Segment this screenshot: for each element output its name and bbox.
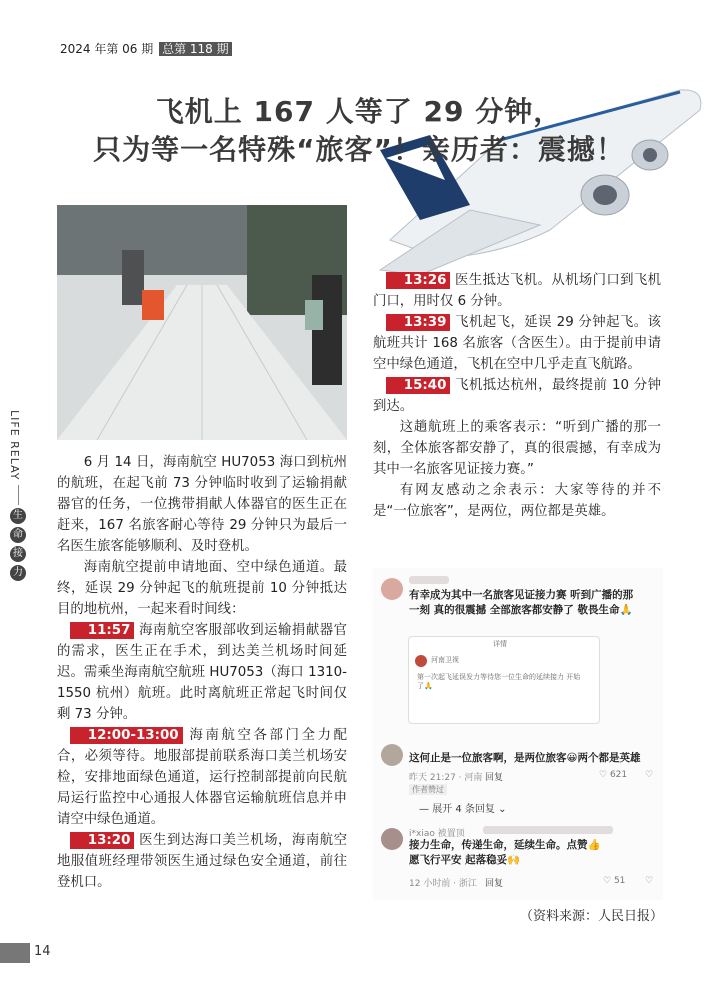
- comment-text: 这何止是一位旅客啊，是两位旅客😀两个都是英雄: [409, 752, 641, 764]
- card-avatar: [415, 655, 427, 667]
- like-number: 621: [609, 770, 628, 780]
- dislike-icon[interactable]: ♡: [645, 876, 654, 886]
- airport-photo: [57, 205, 347, 440]
- timeline-text: 海南航空各部门全力配合，必须等待。地服部提前联系海口美兰机场安检，安排地面绿色通道，运行控制部提前向民航局运行监控中心通报人体器官运输航班信息并申请空中绿色通道。: [57, 728, 347, 827]
- page-number-bar: [0, 943, 30, 963]
- dislike-icon[interactable]: ♡: [645, 770, 654, 780]
- timeline-entry: [57, 830, 347, 893]
- comment-meta: 12 小时前 · 浙江: [409, 879, 477, 889]
- sidebar-char: 接: [10, 546, 26, 562]
- like-count[interactable]: ♡ 621: [599, 770, 628, 780]
- timeline-entry: [57, 620, 347, 725]
- time-badge: 11:57: [70, 622, 134, 639]
- comment-screenshot: [373, 568, 663, 900]
- comment-user: i*xiao 被置顶: [409, 829, 465, 839]
- blurred-username: [409, 576, 449, 584]
- paragraph: 6 月 14 日，海南航空 HU7053 海口到杭州的航班，在起飞前 73 分钟临时收到了运输捐献器官的任务，一位携带捐献人体器官的医生正在赶来，167 名旅客耐心等待 29 分钟只为最后一名医生旅客能够顺利、及时登机。: [57, 455, 347, 554]
- card-author: 河南卫视: [431, 656, 459, 664]
- headline-line-1: 飞机上 167 人等了 29 分钟，: [155, 95, 563, 128]
- section-sidebar: [8, 410, 28, 581]
- left-column: [57, 452, 347, 893]
- embedded-card: [408, 636, 600, 724]
- avatar: [381, 828, 403, 850]
- comment-meta: 昨天 21:27 · 河南: [409, 773, 483, 783]
- blurred-text: [483, 826, 613, 834]
- right-column: [373, 270, 661, 522]
- headline-line-2: 只为等一名特殊“旅客”！亲历者：震撼！: [93, 133, 625, 166]
- timeline-entry: [373, 270, 661, 312]
- like-count[interactable]: ♡ 51: [603, 876, 626, 886]
- time-badge: 15:40: [386, 377, 450, 394]
- timeline-entry: [373, 375, 661, 417]
- expand-text: 展开 4 条回复: [432, 804, 495, 815]
- paragraph: 有网友感动之余表示：大家等待的并不是“一位旅客”，是两位，两位都是英雄。: [373, 483, 661, 519]
- issue-header: [60, 40, 232, 57]
- timeline-text: 飞机起飞，延误 29 分钟起飞。该航班共计 168 名旅客（含医生）。由于提前申请空中绿色通道，飞机在空中几乎走直飞航路。: [373, 315, 661, 372]
- total-issue: 总第 118 期: [159, 42, 232, 56]
- time-badge: 12:00-13:00: [70, 727, 182, 744]
- paragraph: 海南航空提前申请地面、空中绿色通道。最终，延误 29 分钟起飞的航班提前 10 分钟抵达目的地杭州，一起来看时间线：: [57, 560, 347, 617]
- like-number: 51: [613, 876, 626, 886]
- sidebar-en-label: LIFE RELAY: [8, 410, 21, 481]
- time-badge: 13:20: [70, 832, 134, 849]
- timeline-text: 医生抵达飞机。从机场门口到飞机门口，用时仅 6 分钟。: [373, 273, 661, 309]
- comment-text: 接力生命，传递生命，延续生命。点赞👍 愿飞行平安 起落稳妥🙌: [409, 839, 601, 866]
- expand-replies[interactable]: — 展开 4 条回复 ⌄: [419, 804, 507, 815]
- avatar: [381, 744, 403, 766]
- author-liked-tag: 作者赞过: [409, 784, 447, 795]
- sidebar-char: 力: [10, 565, 26, 581]
- time-badge: 13:39: [386, 314, 450, 331]
- reply-button[interactable]: 回复: [485, 773, 504, 783]
- issue-year: 2024 年第 06 期: [60, 42, 154, 56]
- reply-button[interactable]: 回复: [485, 879, 504, 889]
- sidebar-divider: [18, 485, 19, 505]
- card-text: 第一次起飞延误发力等待您一位生命的延续接力 开始了🙏: [417, 673, 581, 690]
- page-number: 14: [34, 944, 51, 959]
- timeline-text: 海南航空客服部收到运输捐献器官的需求，医生正在手术，到达美兰机场时间延迟。需乘坐海南航空航班 HU7053（海口 1310-1550 杭州）航班。此时离航班正常起飞时间仅剩 73 分钟。: [57, 623, 347, 722]
- sidebar-char: 生: [10, 508, 26, 524]
- time-badge: 13:26: [386, 272, 450, 289]
- timeline-entry: [373, 312, 661, 375]
- timeline-entry: [57, 725, 347, 830]
- avatar: [381, 578, 403, 600]
- source-credit: （资料来源：人民日报）: [520, 909, 664, 924]
- timeline-text: 医生到达海口美兰机场，海南航空地服值班经理带领医生通过绿色安全通道，前往登机口。: [57, 833, 347, 890]
- paragraph: 这趟航班上的乘客表示：“听到广播的那一刻，全体旅客都安静了，真的很震撼，有幸成为其中一名旅客见证接力赛。”: [373, 420, 661, 477]
- timeline-text: 飞机抵达杭州，最终提前 10 分钟到达。: [373, 378, 661, 414]
- comment-text: 有幸成为其中一名旅客见证接力赛 听到广播的那一刻 真的很震撼 全部旅客都安静了 敬畏生命🙏: [409, 589, 634, 616]
- sidebar-char: 命: [10, 527, 26, 543]
- card-header: 详情: [493, 640, 507, 648]
